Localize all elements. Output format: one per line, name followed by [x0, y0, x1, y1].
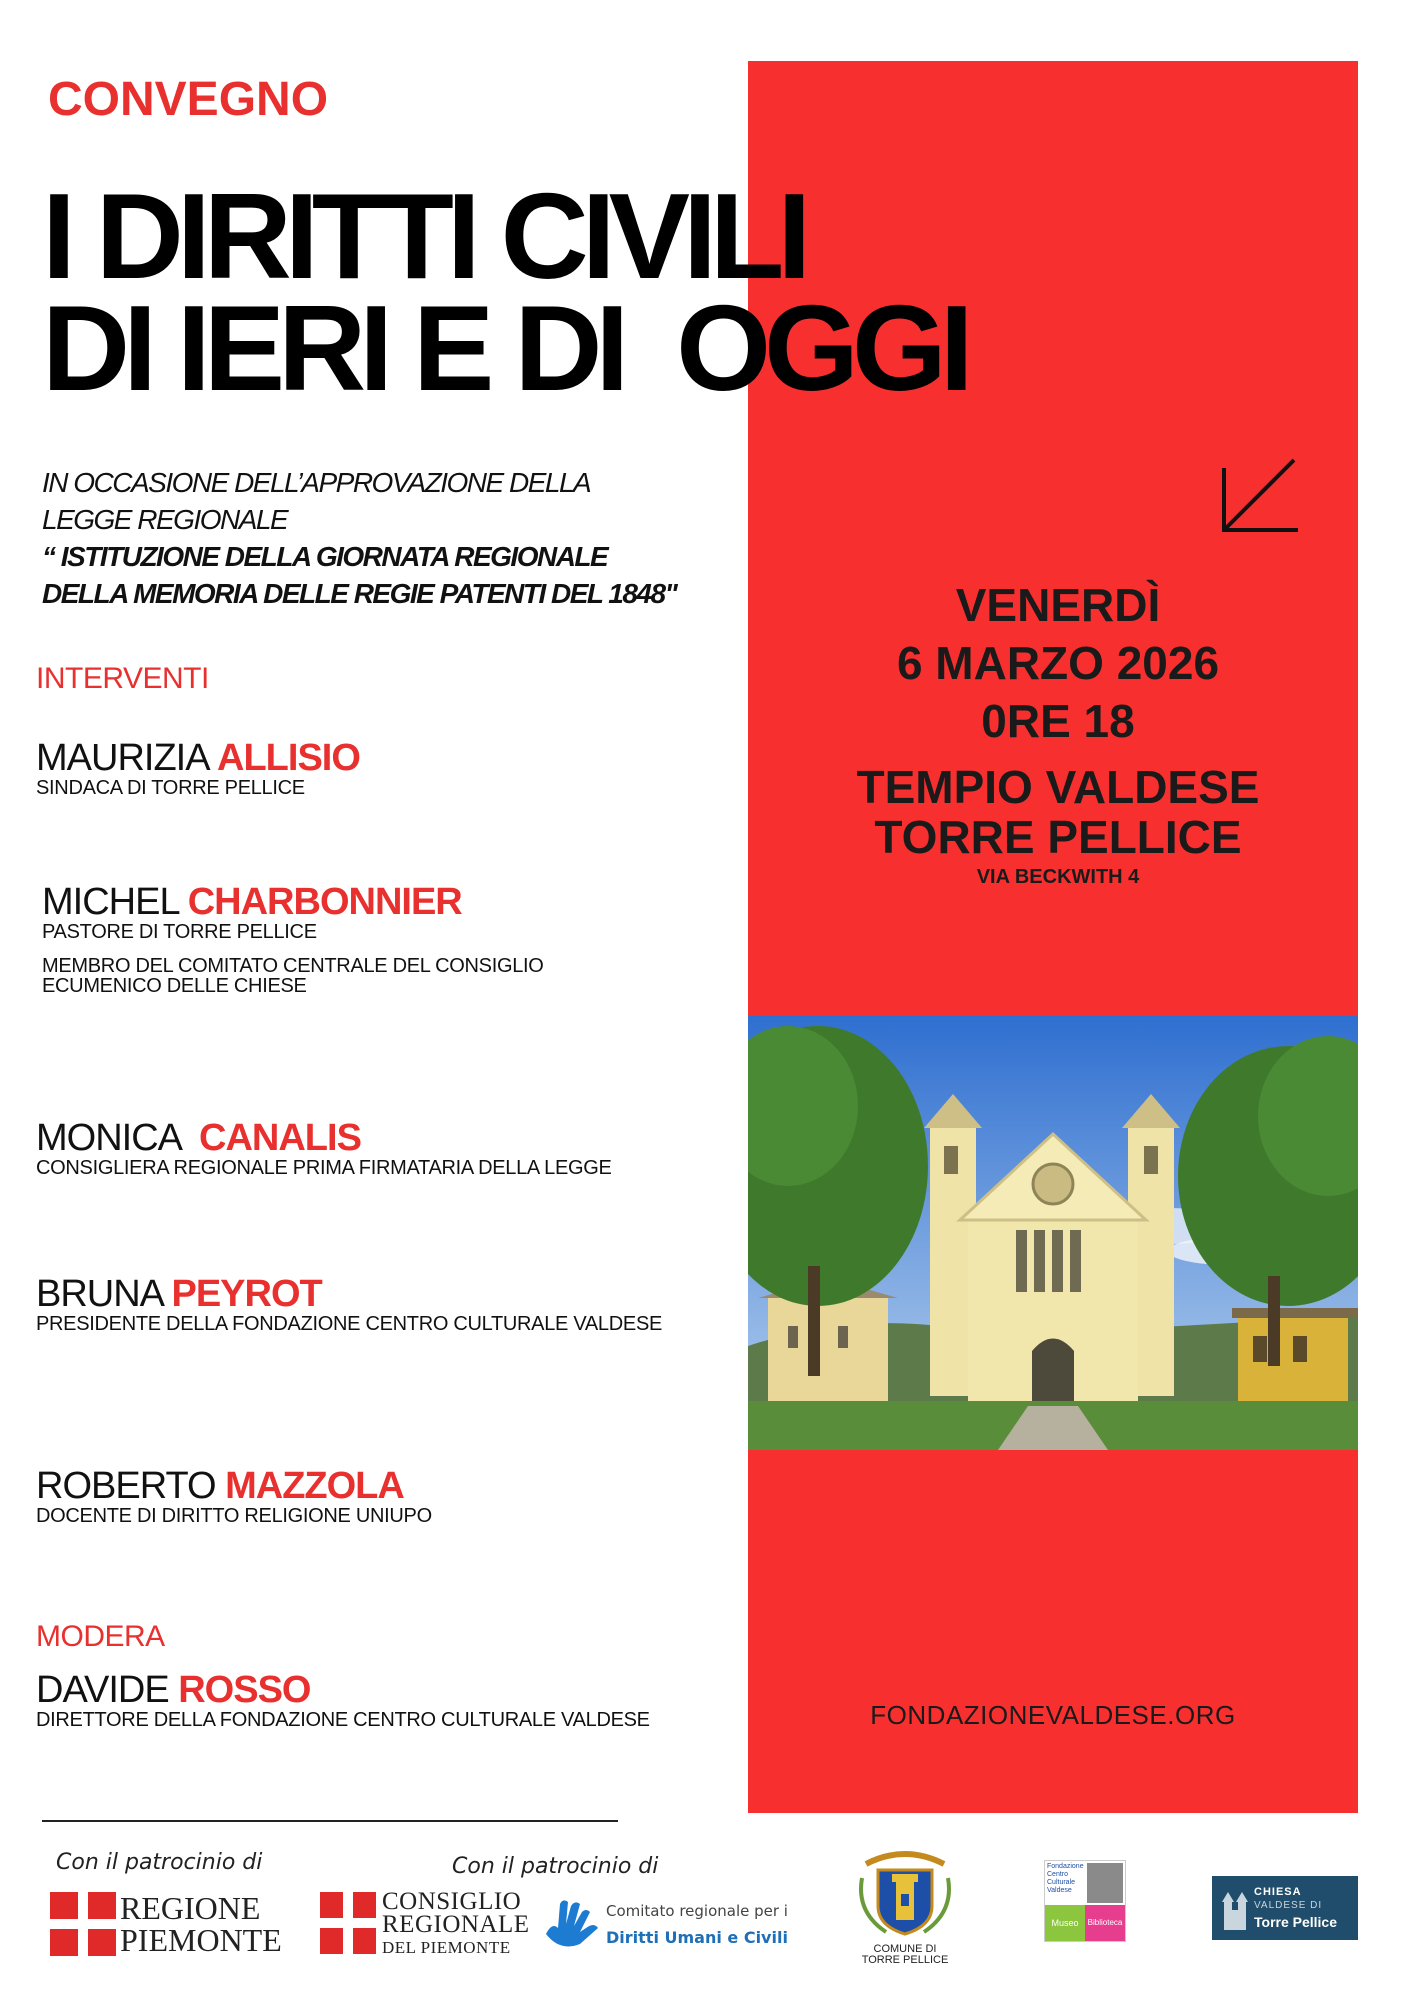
speaker-peyrot	[36, 1274, 662, 1334]
intro-text	[42, 464, 676, 612]
museo-label: Museo	[1045, 1905, 1085, 1941]
speaker-last-name: MAZZOLA	[225, 1465, 404, 1507]
speaker-name	[36, 1274, 662, 1314]
fondazione-line-1: Fondazione	[1047, 1863, 1084, 1870]
comune-logo-text	[856, 1944, 954, 1966]
speaker-last-name: CANALIS	[199, 1117, 361, 1159]
venue-address: VIA BECKWITH 4	[976, 866, 1140, 888]
footer-divider	[42, 1820, 618, 1822]
speaker-first-name: BRUNA	[36, 1273, 172, 1315]
torre-pellice-crest-icon	[856, 1842, 954, 1938]
speaker-allisio	[36, 738, 360, 798]
kicker: CONVEGNO	[48, 73, 329, 126]
intro-line-3: “ ISTITUZIONE DELLA GIORNATA REGIONALE	[42, 541, 608, 572]
speaker-role: DIRETTORE DELLA FONDAZIONE CENTRO CULTURALE VALDESE	[36, 1709, 650, 1731]
patrocinio-label-1: Con il patrocinio di	[56, 1850, 263, 1875]
chiesa-valdese-logo	[1212, 1876, 1358, 1940]
event-time: 0RE 18	[981, 695, 1135, 747]
speaker-name	[42, 882, 642, 922]
speaker-role: PRESIDENTE DELLA FONDAZIONE CENTRO CULTURALE VALDESE	[36, 1313, 663, 1335]
speaker-first-name: DAVIDE	[36, 1669, 179, 1711]
moderator-rosso	[36, 1670, 650, 1730]
regione-piemonte-logo	[120, 1892, 282, 1956]
speaker-charbonnier	[42, 882, 642, 996]
speaker-role: CONSIGLIERA REGIONALE PRIMA FIRMATARIA DELLA LEGGE	[36, 1157, 612, 1179]
chiesa-line-1: CHIESA	[1254, 1886, 1302, 1898]
comune-line-2: TORRE PELLICE	[861, 1954, 949, 1966]
chiesa-line-3: Torre Pellice	[1254, 1914, 1338, 1930]
arrow-down-left-icon	[1218, 456, 1298, 536]
fondazione-line-3: Culturale	[1047, 1879, 1076, 1886]
chiesa-line-2: VALDESE DI	[1254, 1900, 1323, 1911]
fondazione-line-2: Centro	[1047, 1871, 1069, 1878]
speaker-last-name: ROSSO	[178, 1669, 311, 1711]
interventi-label: INTERVENTI	[36, 662, 209, 695]
title-line-1: I DIRITTI CIVILI	[42, 168, 805, 304]
speaker-first-name: MICHEL	[42, 881, 188, 923]
speaker-name	[36, 1118, 612, 1158]
venue-line-2: TORRE PELLICE	[874, 811, 1242, 863]
patrocinio-label-2: Con il patrocinio di	[452, 1854, 659, 1879]
speaker-canalis	[36, 1118, 612, 1178]
page-title	[42, 168, 967, 416]
speaker-last-name: ALLISIO	[217, 737, 360, 779]
comitato-line-1: Comitato regionale per i	[606, 1902, 788, 1920]
event-date: 6 MARZO 2026	[896, 637, 1220, 689]
regione-piemonte-emblem	[50, 1892, 116, 1956]
speaker-last-name: CHARBONNIER	[187, 881, 462, 923]
event-venue	[778, 762, 1338, 862]
biblioteca-label: Biblioteca	[1085, 1905, 1125, 1941]
speaker-first-name: MONICA	[36, 1117, 200, 1159]
speaker-name	[36, 738, 360, 778]
speaker-name	[36, 1466, 432, 1506]
church-icon	[1220, 1888, 1250, 1930]
fondazione-text	[1047, 1863, 1085, 1905]
speaker-role: PASTORE DI TORRE PELLICE	[42, 921, 317, 943]
consiglio-line-1: CONSIGLIO	[382, 1888, 522, 1915]
regione-line-1: REGIONE	[120, 1890, 261, 1926]
church-photo	[748, 1016, 1358, 1450]
consiglio-regionale-logo	[382, 1890, 530, 1959]
regione-line-2: PIEMONTE	[120, 1922, 282, 1958]
speaker-name	[36, 1670, 650, 1710]
speaker-role: DOCENTE DI DIRITTO RELIGIONE UNIUPO	[36, 1505, 432, 1527]
engraving-image	[1087, 1863, 1123, 1903]
event-day: VENERDÌ	[955, 579, 1161, 631]
modera-label: MODERA	[36, 1620, 165, 1653]
intro-line-2: LEGGE REGIONALE	[42, 504, 288, 535]
intro-line-4: DELLA MEMORIA DELLE REGIE PATENTI DEL 1848"	[42, 578, 677, 609]
speaker-mazzola	[36, 1466, 432, 1526]
speaker-role-secondary: MEMBRO DEL COMITATO CENTRALE DEL CONSIGLIO ECUMENICO DELLE CHIESE	[42, 955, 544, 997]
fondazione-logo	[1044, 1860, 1126, 1942]
venue-line-1: TEMPIO VALDESE	[856, 761, 1260, 813]
intro-line-1: IN OCCASIONE DELL’APPROVAZIONE DELLA	[42, 467, 591, 498]
consiglio-emblem	[320, 1892, 376, 1954]
speaker-first-name: MAURIZIA	[36, 737, 218, 779]
consiglio-line-2: REGIONALE	[382, 1911, 530, 1938]
event-datetime	[778, 576, 1338, 750]
speaker-first-name: ROBERTO	[36, 1465, 226, 1507]
consiglio-line-3: DEL PIEMONTE	[382, 1938, 511, 1957]
speaker-role: SINDACA DI TORRE PELLICE	[36, 777, 305, 799]
comune-line-1: COMUNE DI	[873, 1943, 937, 1955]
website-link[interactable]: FONDAZIONEVALDESE.ORG	[870, 1700, 1236, 1730]
fondazione-line-4: Valdese	[1047, 1887, 1072, 1894]
speaker-last-name: PEYROT	[171, 1273, 322, 1315]
comitato-line-2: Diritti Umani e Civili	[606, 1928, 788, 1947]
hand-icon	[540, 1898, 600, 1956]
title-line-2: DI IERI E DI OGGI	[42, 280, 967, 416]
